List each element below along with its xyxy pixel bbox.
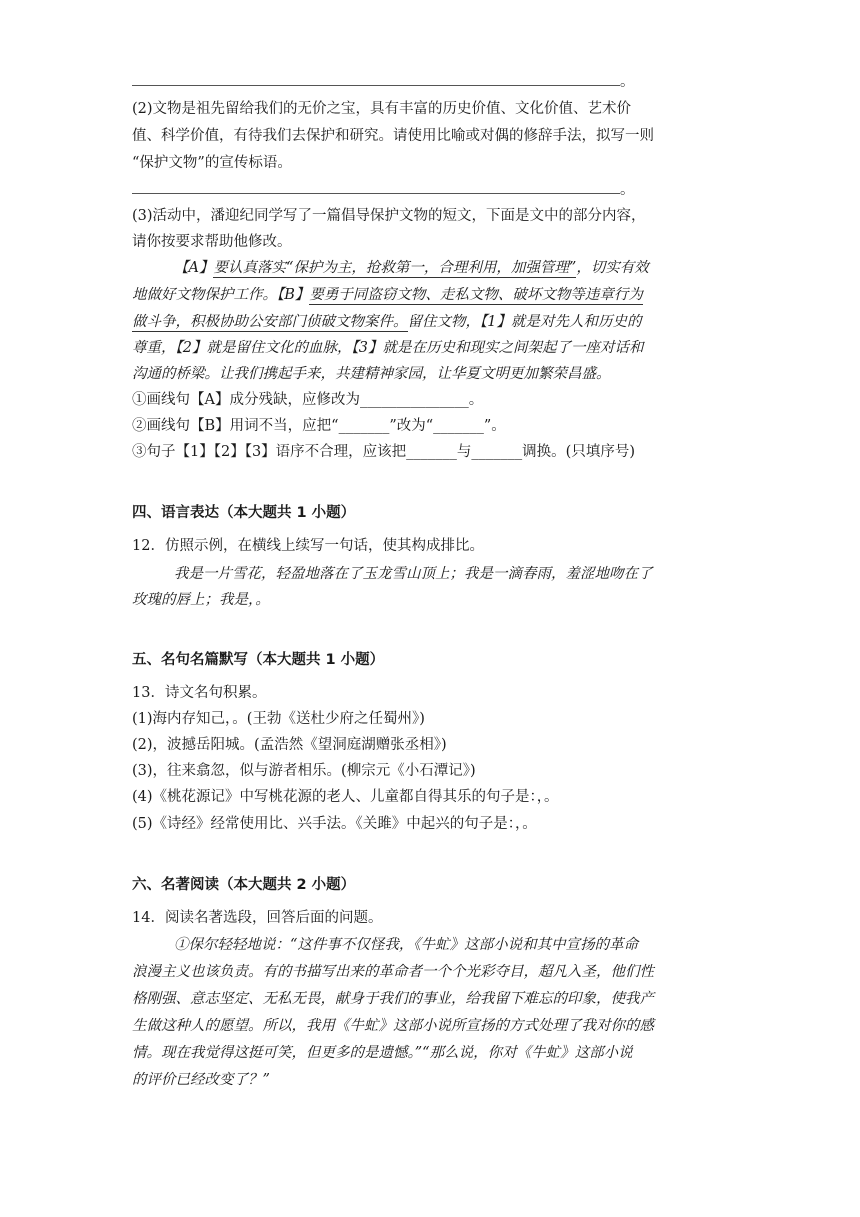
recitation-item-3: (3)，往来翕忽，似与游者相乐。(柳宗元《小石潭记》): [132, 763, 476, 779]
passage-line-3: 做斗争，积极协助公安部门侦破文物案件。留住文物，【1】就是对先人和历史的: [132, 314, 642, 330]
q11-2-line-2: 值、科学价值，有待我们去保护和研究。请使用比喻或对偶的修辞手法，拟写一则: [132, 128, 654, 144]
excerpt-line-2: 浪漫主义也该负责。有的书描写出来的革命者一个个光彩夺目，超凡入圣，他们性: [132, 964, 654, 980]
passage-line-4: 尊重，【2】就是留住文化的血脉，【3】就是在历史和现实之间架起了一座对话和: [132, 340, 644, 356]
blank-rule: [132, 181, 620, 194]
question-14: 14．阅读名著选段，回答后面的问题。: [132, 910, 383, 926]
blank-rule: [132, 73, 620, 86]
excerpt-line-5: 情。现在我觉得这挺可笑，但更多的是遗憾。”“那么说，你对《牛虻》这部小说: [132, 1045, 633, 1061]
answer-line-1: 。: [132, 72, 635, 92]
question-13: 13．诗文名句积累。: [132, 685, 267, 701]
answer-line-2: 。: [132, 180, 635, 200]
passage-line-5: 沟通的桥梁。让我们携起手来，共建精神家园，让华夏文明更加繁荣昌盛。: [132, 366, 611, 382]
excerpt-line-6: 的评价已经改变了？”: [132, 1072, 270, 1088]
example-line-2: 玫瑰的唇上；我是，。: [132, 592, 270, 608]
sub-question-3: ③句子【1】【2】【3】语序不合理，应该把_______与_______调换。(只填序号): [132, 444, 635, 460]
recitation-item-1: (1)海内存知己，。(王勃《送杜少府之任蜀州》): [132, 711, 425, 727]
passage-line-1: 【A】要认真落实“保护为主，抢救第一，合理利用，加强管理”，切实有效: [174, 260, 649, 276]
q11-3-intro-1: (3)活动中，潘迎纪同学写了一篇倡导保护文物的短文，下面是文中的部分内容，: [132, 208, 646, 224]
underlined-sentence-b: 要勇于同盗窃文物、走私文物、破坏文物等违章行为: [309, 287, 643, 303]
recitation-item-2: (2)，波撼岳阳城。(孟浩然《望洞庭湖赠张丞相》): [132, 737, 447, 753]
passage-line-2: 地做好文物保护工作。【B】要勇于同盗窃文物、走私文物、破坏文物等违章行为: [132, 287, 643, 303]
excerpt-line-1: ①保尔轻轻地说：“这件事不仅怪我，《牛虻》这部小说和其中宣扬的革命: [174, 937, 639, 953]
section-5-title: 五、名句名篇默写（本大题共 1 小题）: [132, 652, 385, 668]
example-line-1: 我是一片雪花，轻盈地落在了玉龙雪山顶上；我是一滴春雨，羞涩地吻在了: [174, 566, 653, 582]
q11-3-intro-2: 请你按要求帮助他修改。: [132, 234, 292, 250]
excerpt-line-4: 生做这种人的愿望。所以，我用《牛虻》这部小说所宣扬的方式处理了我对你的感: [132, 1018, 654, 1034]
sub-question-2: ②画线句【B】用词不当，应把“_______”改为“_______”。: [132, 418, 506, 434]
q11-2-line-1: (2)文物是祖先留给我们的无价之宝，具有丰富的历史价值、文化价值、艺术价: [132, 101, 632, 117]
recitation-item-5: (5)《诗经》经常使用比、兴手法。《关雎》中起兴的句子是：，。: [132, 816, 537, 832]
section-4-title: 四、语言表达（本大题共 1 小题）: [132, 505, 356, 521]
question-12: 12．仿照示例，在横线上续写一句话，使其构成排比。: [132, 538, 484, 554]
section-6-title: 六、名著阅读（本大题共 2 小题）: [132, 877, 356, 893]
q11-2-line-3: “保护文物”的宣传标语。: [132, 155, 292, 171]
excerpt-line-3: 格刚强、意志坚定、无私无畏，献身于我们的事业，给我留下难忘的印象，使我产: [132, 991, 654, 1007]
underlined-sentence-b-cont: 做斗争，积极协助公安部门侦破文物案件。: [132, 314, 408, 330]
sub-question-1: ①画线句【A】成分残缺，应修改为_______________。: [132, 392, 484, 408]
recitation-item-4: (4)《桃花源记》中写桃花源的老人、儿童都自得其乐的句子是：，。: [132, 789, 559, 805]
underlined-sentence-a: 要认真落实“保护为主，抢救第一，合理利用，加强管理”: [213, 260, 577, 276]
